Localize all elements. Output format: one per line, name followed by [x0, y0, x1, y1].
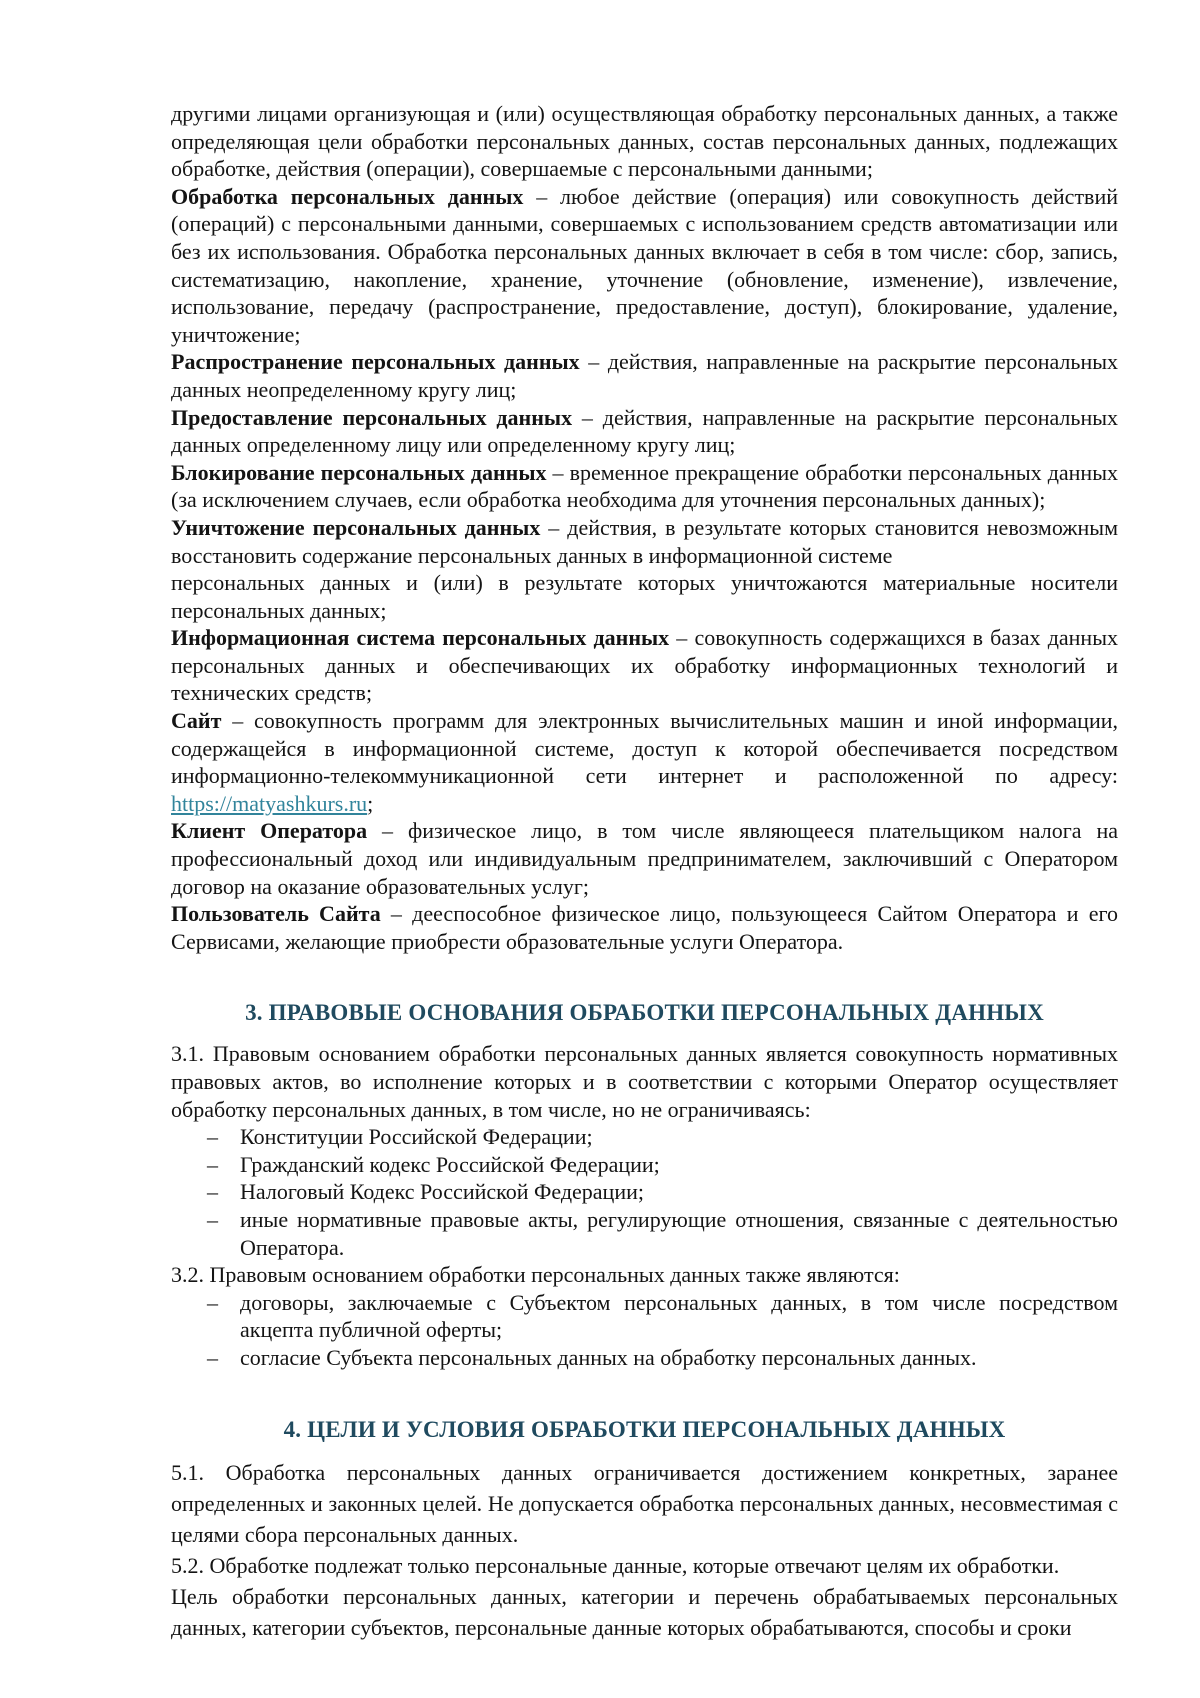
term-information-system: Информационная система персональных данных [171, 625, 670, 651]
definition-information-system: Информационная система персональных данных – совокупность содержащихся в базах данных персональных данных и обеспечивающих их обработку информационных технологий и технических средств; [171, 625, 1118, 706]
list-item: – согласие Субъекта персональных данных на обработку персональных данных. [207, 1344, 977, 1370]
bullet-dash: – [207, 1206, 218, 1232]
paragraph-purpose-tail: Цель обработки персональных данных, категории и перечень обрабатываемых персональных данных, категории субъектов, персональные данные которых обрабатываются, способы и сроки [171, 1583, 1118, 1640]
bullet-dash: – [207, 1179, 218, 1205]
paragraph-operator-continuation: другими лицами организующая и (или) осуществляющая обработку персональных данных, а также определяющая цели обработки персональных данных, состав персональных данных, подлежащих обработке, действия (операции), совершаемые с персональными данными; [171, 101, 1118, 182]
definition-blocking: Блокирование персональных данных – временное прекращение обработки персональных данных (за исключением случаев, если обработка необходима для уточнения персональных данных); [171, 459, 1118, 513]
bullet-dash: – [207, 1289, 218, 1315]
list-item: – договоры, заключаемые с Субъектом персональных данных, в том числе посредством акцепта публичной оферты; [207, 1289, 1118, 1343]
bullet-dash: – [207, 1151, 218, 1177]
definition-provision: Предоставление персональных данных – действия, направленные на раскрытие персональных данных определенному лицу или определенному кругу лиц; [171, 404, 1118, 458]
term-dissemination: Распространение персональных данных [171, 349, 580, 375]
term-blocking: Блокирование персональных данных [171, 459, 547, 485]
list-item: – иные нормативные правовые акты, регулирующие отношения, связанные с деятельностью Оператора. [207, 1206, 1118, 1260]
site-link[interactable]: https://matyashkurs.ru [171, 790, 368, 816]
legal-basis-list-2 [171, 1289, 1118, 1372]
paragraph-3-2: 3.2. Правовым основанием обработки персональных данных также являются: [171, 1262, 900, 1288]
term-site-user: Пользователь Сайта [171, 901, 381, 927]
term-provision: Предоставление персональных данных [171, 404, 573, 430]
definition-destruction: Уничтожение персональных данных – действия, в результате которых становится невозможным восстановить содержание персональных данных в информационной системе [171, 514, 1118, 568]
paragraph-3-1: 3.1. Правовым основанием обработки персональных данных является совокупность нормативных правовых актов, во исполнение которых и в соответствии с которыми Оператор осуществляет обработку персональных данных, в том числе, но не ограничиваясь: [171, 1041, 1118, 1122]
definition-site-user: Пользователь Сайта – дееспособное физическое лицо, пользующееся Сайтом Оператора и его Сервисами, желающие приобрести образовательные услуги Оператора. [171, 901, 1118, 954]
section-4-heading: 4. ЦЕЛИ И УСЛОВИЯ ОБРАБОТКИ ПЕРСОНАЛЬНЫХ ДАННЫХ [283, 1416, 1006, 1442]
list-item: – Конституции Российской Федерации; [207, 1124, 593, 1150]
list-item: – Гражданский кодекс Российской Федерации; [207, 1151, 660, 1177]
definition-processing: Обработка персональных данных – любое действие (операция) или совокупность действий (операций) с персональными данными, совершаемых с использованием средств автоматизации или без их использования. Обработка персональных данных включает в себя в том числе: сбор, запись, систематизацию, накопление, хранение, уточнение (обновление, изменение), извлечение, использование, передачу (распространение, предоставление, доступ), блокирование, удаление, уничтожение; [171, 183, 1118, 347]
term-destruction: Уничтожение персональных данных [171, 514, 541, 540]
definition-operator-client: Клиент Оператора – физическое лицо, в том числе являющееся плательщиком налога на профессиональный доход или индивидуальным предпринимателем, заключивший с Оператором договор на оказание образовательных услуг; [171, 818, 1118, 899]
bullet-dash: – [207, 1344, 218, 1370]
paragraph-destruction-continuation: персональных данных и (или) в результате которых уничтожаются материальные носители персональных данных; [171, 570, 1118, 623]
term-site: Сайт [171, 708, 222, 734]
term-operator-client: Клиент Оператора [171, 818, 368, 844]
definition-site: Сайт – совокупность программ для электронных вычислительных машин и иной информации, содержащейся в информационной системе, доступ к которой обеспечивается посредством информационно-телекоммуникационной сети интернет и расположенной по адресу: https://matyashkurs.ru; [171, 708, 1118, 816]
bullet-dash: – [207, 1124, 218, 1150]
paragraph-5-1: 5.1. Обработка персональных данных ограничивается достижением конкретных, заранее определенных и законных целей. Не допускается обработка персональных данных, несовместимая с целями сбора персональных данных. [171, 1459, 1118, 1547]
section-3-heading: 3. ПРАВОВЫЕ ОСНОВАНИЯ ОБРАБОТКИ ПЕРСОНАЛЬНЫХ ДАННЫХ [245, 1000, 1044, 1026]
paragraph-5-2: 5.2. Обработке подлежат только персональные данные, которые отвечают целям их обработки. [171, 1552, 1060, 1578]
term-processing: Обработка персональных данных [171, 183, 524, 209]
list-item: – Налоговый Кодекс Российской Федерации; [207, 1179, 644, 1205]
definition-dissemination: Распространение персональных данных – действия, направленные на раскрытие персональных данных неопределенному кругу лиц; [171, 349, 1118, 402]
legal-basis-list [171, 1123, 1118, 1261]
